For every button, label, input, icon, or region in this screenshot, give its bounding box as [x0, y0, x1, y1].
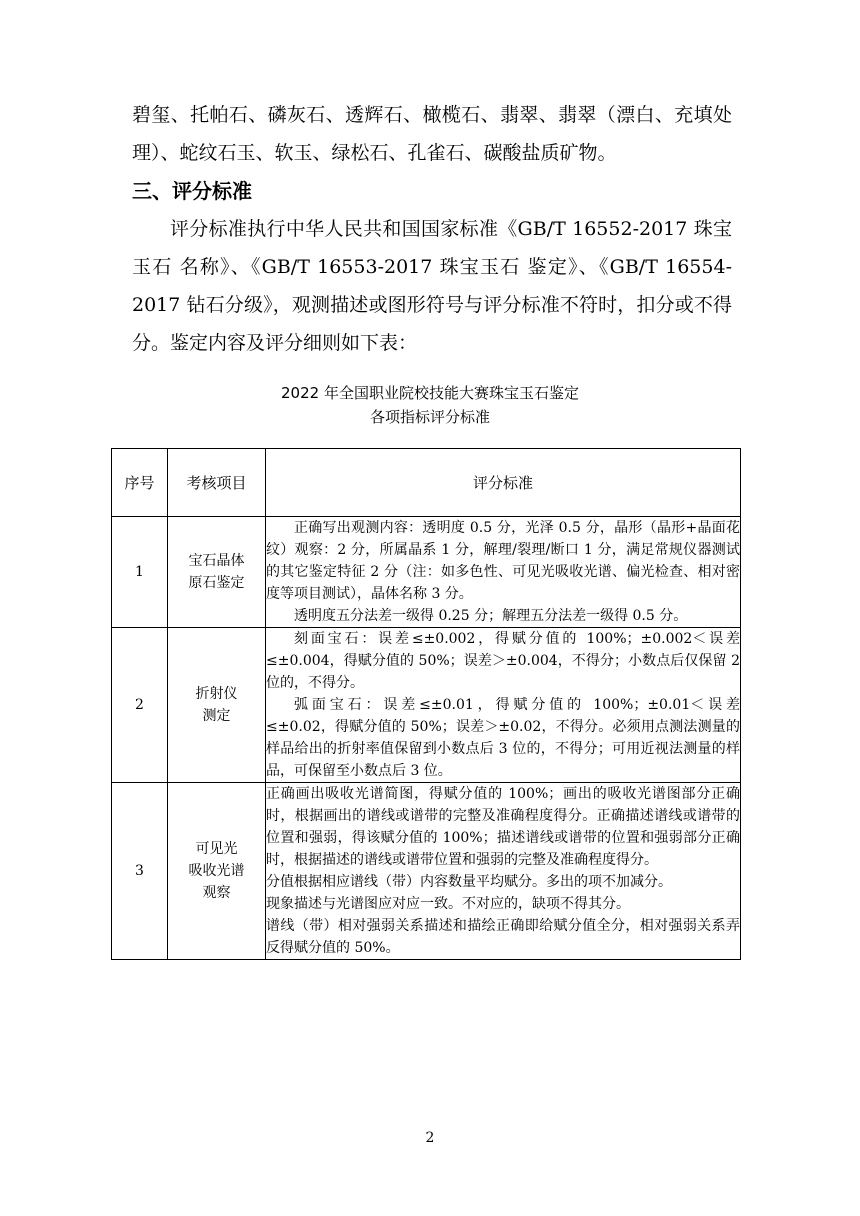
- table-row: [112, 628, 741, 783]
- table-title-line1: 2022 年全国职业院校技能大赛珠宝玉石鉴定: [281, 384, 579, 402]
- row-item: [168, 783, 266, 960]
- table-title-line2: 各项指标评分标准: [369, 408, 490, 426]
- table-row: [112, 517, 741, 628]
- section-heading: 三、评分标准: [132, 179, 252, 203]
- row-number: 1: [112, 517, 168, 628]
- criteria-paragraph: 谱线（带）相对强弱关系描述和描绘正确即给赋分值全分，相对强弱关系弄反得赋分值的 50%。: [266, 918, 740, 956]
- row-item: [168, 517, 266, 628]
- item-line: 吸收光谱: [188, 863, 245, 879]
- item-line: 折射仪: [195, 686, 238, 702]
- criteria-paragraph: 弧面宝石：误差≤±0.01，得赋分值的 100%；±0.01＜误差≤±0.02，得赋分值的 50%；误差＞±0.02，不得分。必须用点测法测量的样品给出的折射率值保留到小数点后 3 位的，不得分；可用近视法测量的样品，可保留至小数点后 3 位。: [266, 697, 740, 779]
- item-line: 宝石晶体: [188, 553, 245, 569]
- criteria-paragraph: 正确写出观测内容：透明度 0.5 分，光泽 0.5 分，晶形（晶形+晶面花纹）观察：2 分，所属晶系 1 分，解理/裂理/断口 1 分，满足常规仪器测试的其它鉴定特征 2 分（注：如多色性、可见光吸收光谱、偏光检查、相对密度等项目测试），晶体名称 3 分。: [266, 520, 740, 602]
- intro-paragraph: [132, 96, 732, 172]
- header-criteria: 评分标准: [266, 449, 741, 517]
- criteria-paragraph: 正确画出吸收光谱简图，得赋分值的 100%；画出的吸收光谱图部分正确时，根据画出的谱线或谱带的完整及准确程度得分。正确描述谱线或谱带的位置和强弱，得该赋分值的 100%；描述谱线或谱带的位置和强弱部分正确时，根据描述的谱线或谱带位置和强弱的完整及准确程度得分。: [266, 786, 740, 868]
- table-row: [112, 783, 741, 960]
- item-line: 可见光: [195, 841, 238, 857]
- header-item: 考核项目: [168, 449, 266, 517]
- table-body: [112, 517, 741, 960]
- row-number: 2: [112, 628, 168, 783]
- row-criteria: [266, 517, 741, 628]
- item-line: 测定: [202, 708, 231, 724]
- standard-paragraph: 评分标准执行中华人民共和国国家标准《GB/T 16552-2017 珠宝玉石 名称》、《GB/T 16553-2017 珠宝玉石 鉴定》、《GB/T 16554-2017 钻石分级》，观测描述或图形符号与评分标准不符时，扣分或不得分。鉴定内容及评分细则如下表：: [132, 218, 732, 354]
- table-header-row: [112, 449, 741, 517]
- criteria-paragraph: 现象描述与光谱图应对应一致。不对应的，缺项不得其分。: [266, 896, 630, 912]
- row-criteria: [266, 628, 741, 783]
- scoring-table: [111, 448, 741, 960]
- mineral-list-paragraph: 碧玺、托帕石、磷灰石、透辉石、橄榄石、翡翠、翡翠（漂白、充填处理）、蛇纹石玉、软玉、绿松石、孔雀石、碳酸盐质矿物。: [132, 104, 732, 164]
- row-number: 3: [112, 783, 168, 960]
- header-no: 序号: [112, 449, 168, 517]
- criteria-paragraph: 刻面宝石：误差≤±0.002，得赋分值的 100%；±0.002＜误差≤±0.004，得赋分值的 50%；误差＞±0.004，不得分；小数点后仅保留 2 位的，不得分。: [266, 631, 740, 691]
- page-number: 2: [425, 1130, 435, 1146]
- item-line: 原石鉴定: [188, 575, 245, 591]
- item-line: 观察: [202, 885, 231, 901]
- row-item: [168, 628, 266, 783]
- standard-paragraph-container: [132, 210, 732, 362]
- criteria-paragraph: 透明度五分法差一级得 0.25 分；解理五分法差一级得 0.5 分。: [294, 608, 688, 624]
- criteria-paragraph: 分值根据相应谱线（带）内容数量平均赋分。多出的项不加减分。: [266, 874, 672, 890]
- row-criteria: [266, 783, 741, 960]
